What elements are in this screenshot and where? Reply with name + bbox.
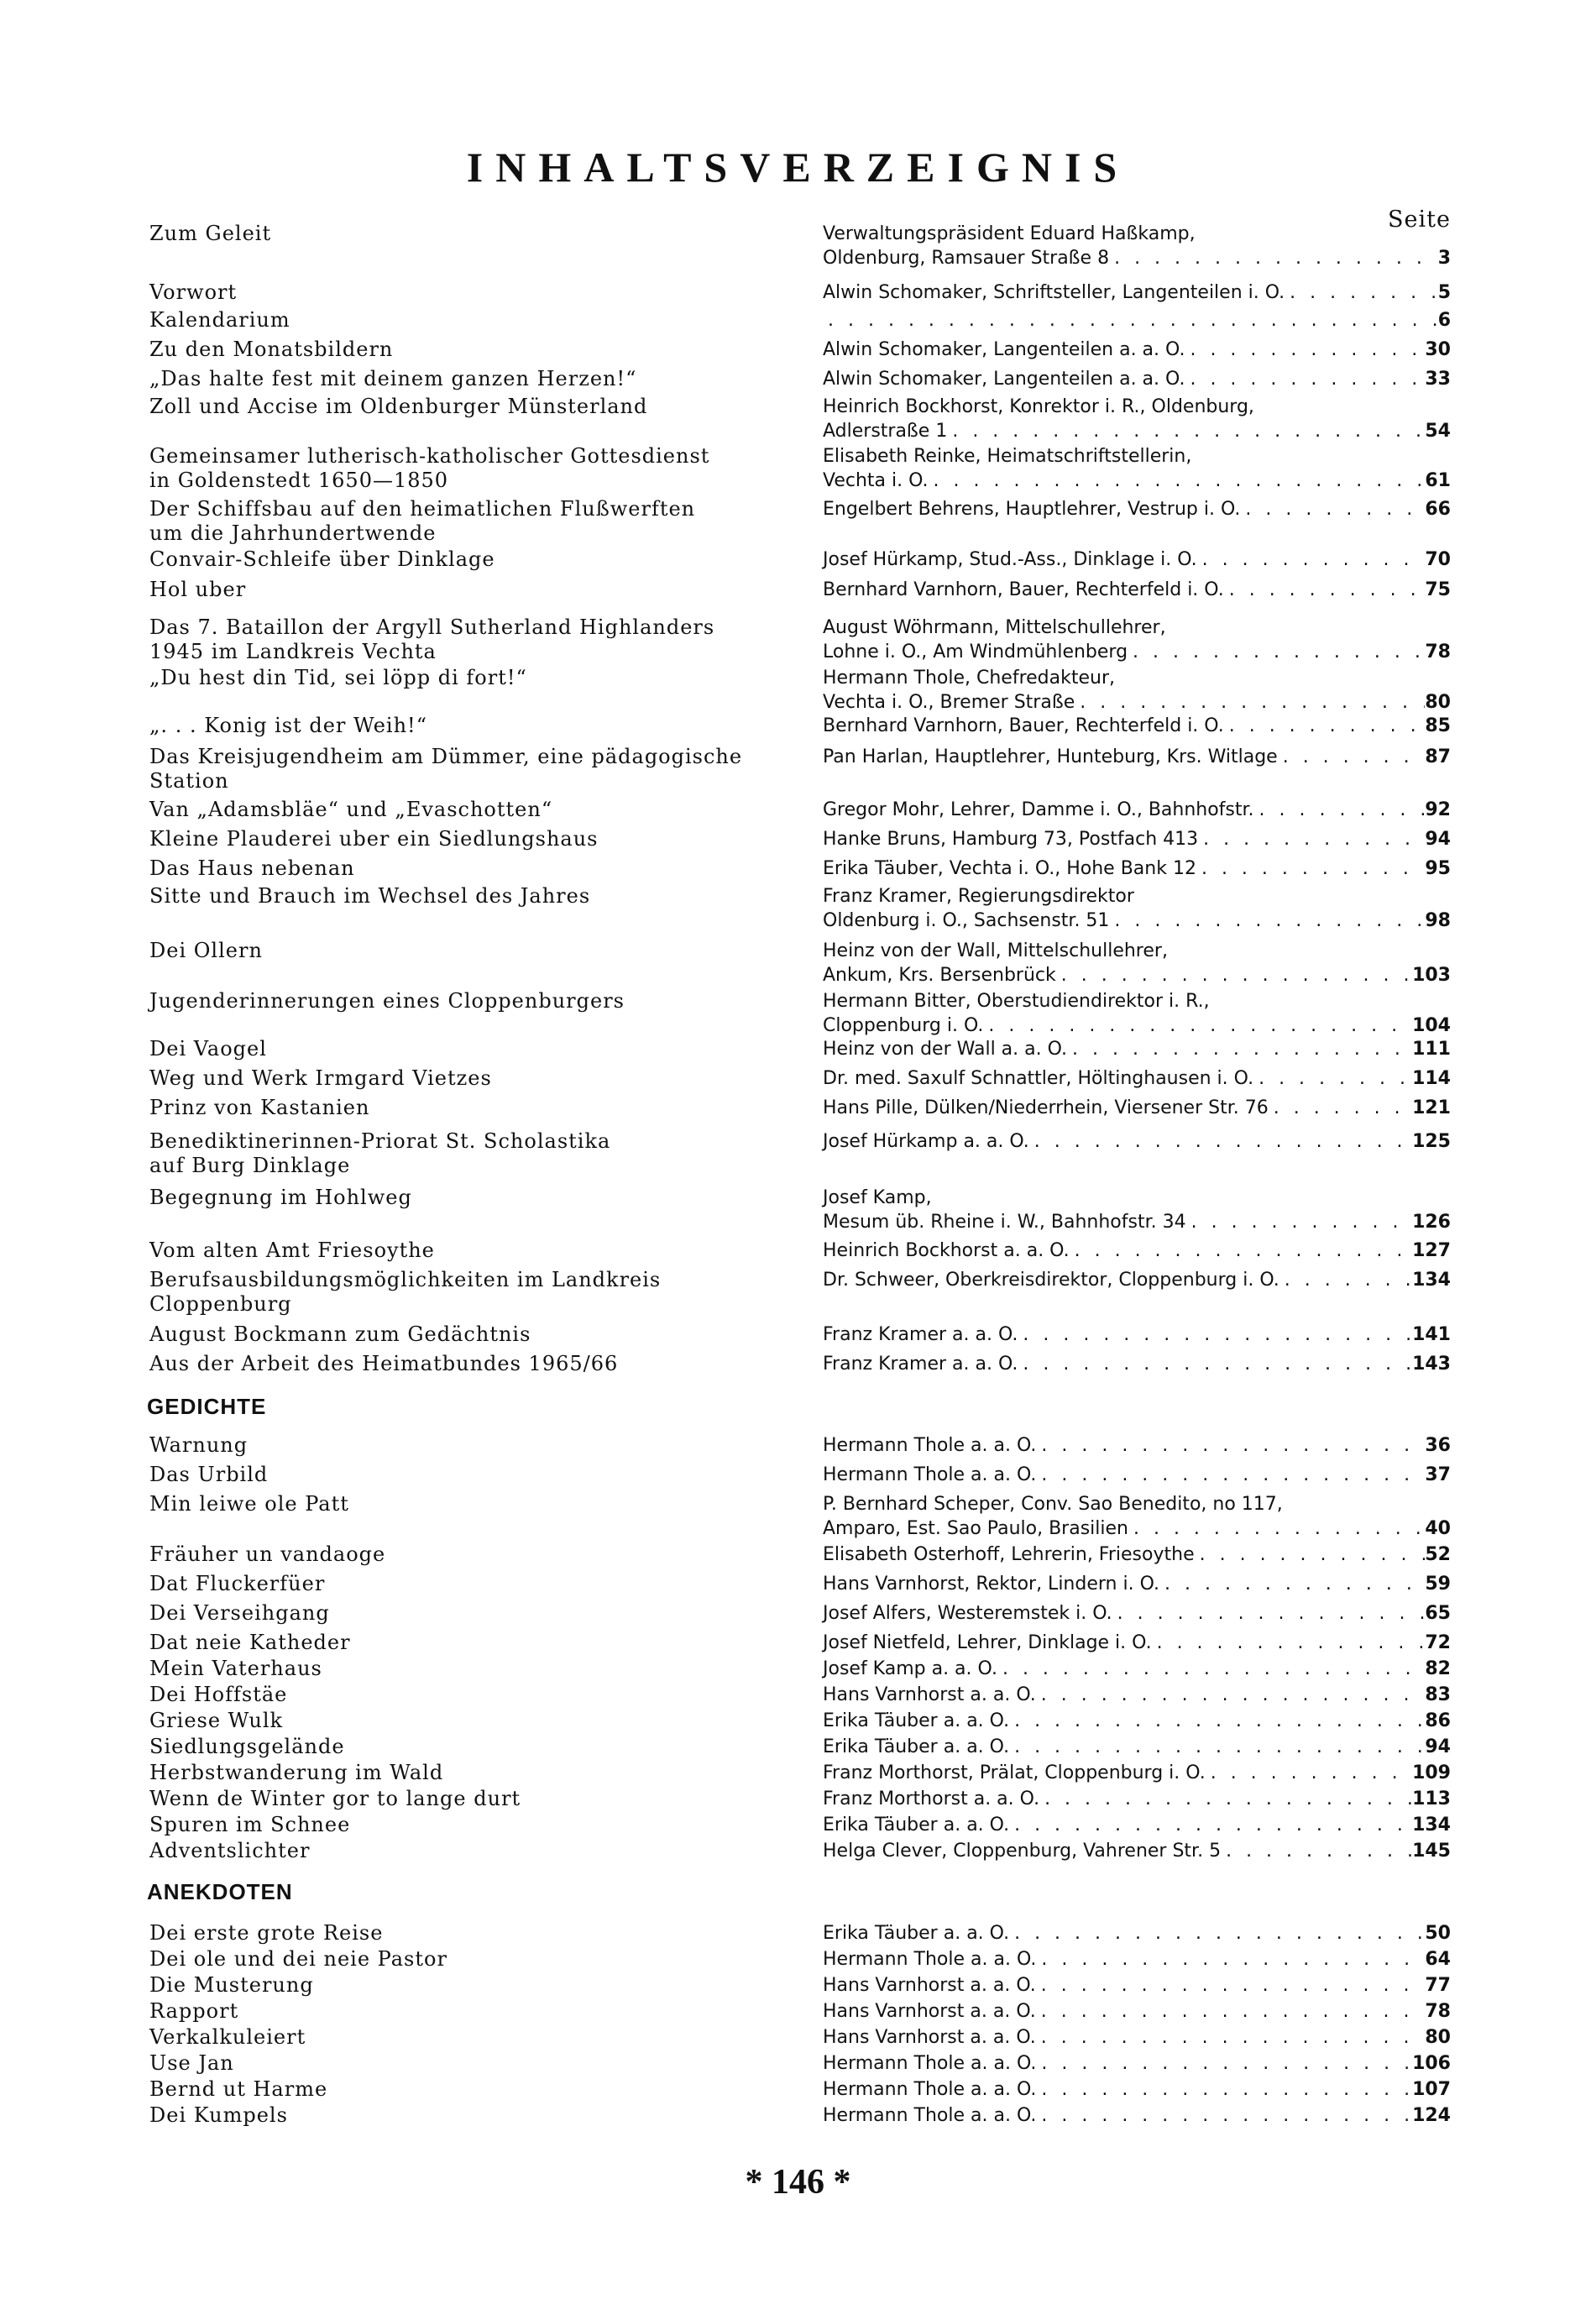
- author-line: Hans Varnhorst, Rektor, Lindern i. O.: [823, 1574, 1159, 1595]
- entry-title: Berufsausbildungsmöglichkeiten im Landkreis Cloppenburg: [149, 1268, 662, 1316]
- entry-author: [823, 1787, 1451, 1811]
- entry-page-number: 125: [1412, 1131, 1451, 1152]
- author-line: Hans Varnhorst a. a. O.: [823, 1975, 1036, 1996]
- dot-leader: [1029, 1129, 1412, 1154]
- entry-title: Weg und Werk Irmgard Vietzes: [149, 1066, 492, 1090]
- entry-title: Adventslichter: [149, 1839, 311, 1862]
- dot-leader: [1159, 1572, 1425, 1596]
- entry-title: Warnung: [149, 1433, 249, 1457]
- entry-author: [823, 222, 1451, 270]
- entry-author: [823, 2025, 1451, 2050]
- entry-author: [823, 1572, 1451, 1596]
- entry-author: [823, 1709, 1451, 1733]
- entry-author: [823, 497, 1451, 521]
- entry-author: [823, 714, 1451, 738]
- dot-leader: [1195, 1542, 1426, 1567]
- entry-page-number: 104: [1412, 1015, 1451, 1036]
- entry-author: [823, 1066, 1451, 1091]
- entry-title: Dei Verseihgang: [149, 1601, 330, 1625]
- entry-title: „. . . Konig ist der Weih!“: [149, 714, 427, 737]
- section-heading-anekdoten: ANEKDOTEN: [147, 1879, 293, 1904]
- entry-page-number: 86: [1425, 1710, 1451, 1731]
- dot-leader: [1221, 1839, 1412, 1863]
- entry-title: Das Kreisjugendheim am Dümmer, eine pädagogische Station: [149, 745, 743, 793]
- author-line: Hermann Thole a. a. O.: [823, 1464, 1037, 1485]
- entry-title: Dei erste grote Reise: [149, 1921, 384, 1945]
- entry-author: [823, 2103, 1451, 2128]
- entry-author: [823, 1683, 1451, 1707]
- entry-author: [823, 1037, 1451, 1061]
- author-line: Franz Morthorst, Prälat, Cloppenburg i. O.: [823, 1762, 1206, 1783]
- dot-leader: [823, 308, 1438, 333]
- author-line: Erika Täuber a. a. O.: [823, 1815, 1010, 1836]
- dot-leader: [1036, 1973, 1426, 1998]
- author-line: Hermann Thole a. a. O.: [823, 2079, 1037, 2100]
- author-line: August Wöhrmann, Mittelschullehrer,: [823, 617, 1166, 638]
- dot-leader: [1109, 246, 1438, 270]
- author-line: Heinz von der Wall a. a. O.: [823, 1039, 1068, 1060]
- author-line: Ankum, Krs. Bersenbrück: [823, 965, 1056, 986]
- entry-title: Benediktinerinnen-Priorat St. Scholastika auf Burg Dinklage: [149, 1129, 611, 1177]
- entry-author: [823, 666, 1451, 715]
- author-line: Hanke Bruns, Hamburg 73, Postfach 413: [823, 829, 1199, 850]
- dot-leader: [1036, 1999, 1426, 2024]
- author-line: Hans Varnhorst a. a. O.: [823, 2027, 1036, 2048]
- author-line: Amparo, Est. Sao Paulo, Brasilien: [823, 1518, 1128, 1539]
- entry-page-number: 80: [1425, 2027, 1451, 2048]
- dot-leader: [1206, 1761, 1412, 1785]
- entry-page-number: 94: [1425, 829, 1451, 850]
- entry-title: Zum Geleit: [149, 222, 272, 245]
- entry-page-number: 61: [1425, 470, 1451, 491]
- entry-author: [823, 827, 1451, 851]
- entry-title: Vorwort: [149, 280, 238, 304]
- entry-page-number: 109: [1412, 1762, 1451, 1783]
- entry-author: [823, 1973, 1451, 1998]
- author-line: Franz Kramer a. a. O.: [823, 1354, 1018, 1375]
- entry-title: Jugenderinnerungen eines Cloppenburgers: [149, 989, 625, 1013]
- dot-leader: [1196, 856, 1425, 881]
- dot-leader: [1036, 2051, 1412, 2076]
- entry-author: [823, 1657, 1451, 1681]
- entry-title: Dei Vaogel: [149, 1037, 267, 1060]
- author-line: Heinrich Bockhorst a. a. O.: [823, 1240, 1070, 1261]
- dot-leader: [1009, 1709, 1425, 1733]
- entry-author: [823, 1096, 1451, 1120]
- dot-leader: [1269, 1096, 1412, 1120]
- entry-author: [823, 1735, 1451, 1759]
- author-line: Pan Harlan, Hauptlehrer, Hunteburg, Krs. Witlage: [823, 746, 1278, 767]
- entry-author: [823, 308, 1451, 333]
- entry-page-number: 95: [1425, 858, 1451, 879]
- entry-title: Das Urbild: [149, 1463, 269, 1486]
- author-line: Franz Kramer, Regierungsdirektor: [823, 886, 1134, 907]
- entry-page-number: 50: [1425, 1923, 1451, 1944]
- entry-author: [823, 1631, 1451, 1655]
- author-line: Vechta i. O., Bremer Straße: [823, 692, 1075, 713]
- dot-leader: [1240, 497, 1425, 521]
- entry-page-number: 111: [1412, 1039, 1451, 1060]
- author-line: Hans Pille, Dülken/Niederrhein, Viersener Str. 76: [823, 1097, 1269, 1118]
- entry-author: [823, 280, 1451, 305]
- entry-title: Dat Fluckerfüer: [149, 1572, 326, 1595]
- entry-page-number: 83: [1425, 1684, 1451, 1705]
- author-line: Josef Alfers, Westeremstek i. O.: [823, 1603, 1112, 1624]
- author-line: Hermann Bitter, Oberstudiendirektor i. R.,: [823, 991, 1210, 1012]
- entry-title: Wenn de Winter gor to lange durt: [149, 1787, 521, 1810]
- entry-page-number: 94: [1425, 1736, 1451, 1757]
- entry-author: [823, 1322, 1451, 1347]
- entry-title: Der Schiffsbau auf den heimatlichen Flußwerften um die Jahrhundertwende: [149, 497, 696, 545]
- entry-page-number: 98: [1425, 910, 1451, 931]
- entry-title: Sitte und Brauch im Wechsel des Jahres: [149, 884, 591, 908]
- dot-leader: [1036, 2025, 1426, 2050]
- entry-page-number: 114: [1412, 1068, 1451, 1089]
- entry-page-number: 3: [1437, 248, 1451, 269]
- author-line: Alwin Schomaker, Langenteilen a. a. O.: [823, 339, 1185, 360]
- author-line: P. Bernhard Scheper, Conv. Sao Benedito, no 117,: [823, 1494, 1283, 1515]
- author-line: Franz Morthorst a. a. O.: [823, 1788, 1040, 1809]
- author-line: Dr. med. Saxulf Schnattler, Höltinghausen i. O.: [823, 1068, 1254, 1089]
- author-line: Hermann Thole a. a. O.: [823, 1435, 1037, 1456]
- entry-author: [823, 1999, 1451, 2024]
- entry-page-number: 82: [1425, 1658, 1451, 1679]
- author-line: Hermann Thole a. a. O.: [823, 2105, 1037, 2126]
- entry-title: Hol uber: [149, 578, 247, 601]
- entry-title: Herbstwanderung im Wald: [149, 1761, 444, 1784]
- entry-title: Die Musterung: [149, 1973, 314, 1997]
- dot-leader: [929, 469, 1426, 493]
- entry-title: Spuren im Schnee: [149, 1813, 351, 1836]
- dot-leader: [1253, 1066, 1412, 1091]
- entry-author: [823, 884, 1451, 933]
- author-line: Engelbert Behrens, Hauptlehrer, Vestrup i. O.: [823, 499, 1241, 520]
- author-line: Alwin Schomaker, Schriftsteller, Langenteilen i. O.: [823, 282, 1285, 303]
- entry-author: [823, 1813, 1451, 1837]
- entry-title: Zu den Monatsbildern: [149, 338, 394, 361]
- author-line: Josef Nietfeld, Lehrer, Dinklage i. O.: [823, 1632, 1152, 1653]
- entry-page-number: 103: [1412, 965, 1451, 986]
- entry-author: [823, 2077, 1451, 2102]
- entry-author: [823, 444, 1451, 493]
- entry-author: [823, 2051, 1451, 2076]
- entry-title: Prinz von Kastanien: [149, 1096, 370, 1119]
- entry-author: [823, 1601, 1451, 1626]
- entry-page-number: 66: [1425, 499, 1451, 520]
- entry-page-number: 40: [1425, 1518, 1451, 1539]
- dot-leader: [1009, 1921, 1425, 1946]
- dot-leader: [1036, 2103, 1412, 2128]
- dot-leader: [1018, 1322, 1412, 1347]
- author-line: Josef Kamp,: [823, 1187, 932, 1208]
- dot-leader: [1036, 2077, 1412, 2102]
- entry-page-number: 126: [1412, 1212, 1451, 1233]
- entry-title: Dei Hoffstäe: [149, 1683, 288, 1706]
- dot-leader: [997, 1657, 1425, 1681]
- dot-leader: [1185, 338, 1425, 362]
- entry-title: Dei Ollern: [149, 939, 263, 962]
- author-line: Gregor Mohr, Lehrer, Damme i. O., Bahnhofstr.: [823, 799, 1254, 820]
- entry-title: Das Haus nebenan: [149, 856, 355, 880]
- entry-page-number: 33: [1425, 369, 1451, 390]
- entry-page-number: 52: [1425, 1544, 1451, 1565]
- dot-leader: [1278, 745, 1426, 769]
- entry-title: Van „Adamsbläe“ und „Evaschotten“: [149, 798, 553, 821]
- entry-page-number: 59: [1425, 1574, 1451, 1595]
- author-line: Franz Kramer a. a. O.: [823, 1324, 1018, 1345]
- author-line: Heinrich Bockhorst, Konrektor i. R., Oldenburg,: [823, 396, 1254, 417]
- dot-leader: [1109, 909, 1425, 933]
- author-line: Josef Kamp a. a. O.: [823, 1658, 997, 1679]
- entry-page-number: 134: [1412, 1270, 1451, 1291]
- dot-leader: [1197, 547, 1426, 572]
- dot-leader: [1036, 1683, 1426, 1707]
- author-line: Helga Clever, Cloppenburg, Vahrener Str. 5: [823, 1841, 1222, 1862]
- author-line: Bernhard Varnhorn, Bauer, Rechterfeld i. O.: [823, 715, 1224, 736]
- entry-page-number: 134: [1412, 1815, 1451, 1836]
- page-number: * 146 *: [745, 2163, 851, 2202]
- dot-leader: [1009, 1735, 1425, 1759]
- dot-leader: [1254, 798, 1426, 822]
- entry-author: [823, 1352, 1451, 1376]
- author-line: Hermann Thole, Chefredakteur,: [823, 668, 1116, 689]
- dot-leader: [1075, 690, 1425, 715]
- entry-page-number: 70: [1425, 549, 1451, 570]
- author-line: Erika Täuber a. a. O.: [823, 1736, 1010, 1757]
- entry-page-number: 72: [1425, 1632, 1451, 1653]
- dot-leader: [1039, 1787, 1412, 1811]
- entry-author: [823, 1947, 1451, 1972]
- entry-page-number: 65: [1425, 1603, 1451, 1624]
- entry-page-number: 121: [1412, 1097, 1451, 1118]
- entry-title: Mein Vaterhaus: [149, 1657, 322, 1680]
- entry-page-number: 78: [1425, 2001, 1451, 2022]
- dot-leader: [1009, 1813, 1412, 1837]
- entry-page-number: 64: [1425, 1949, 1451, 1970]
- entry-page-number: 106: [1412, 2053, 1451, 2074]
- entry-author: [823, 856, 1451, 881]
- dot-leader: [1036, 1433, 1425, 1458]
- dot-leader: [1056, 963, 1412, 987]
- entry-title: Dat neie Katheder: [149, 1631, 351, 1654]
- author-line: Josef Hürkamp, Stud.-Ass., Dinklage i. O.: [823, 549, 1197, 570]
- entry-page-number: 145: [1412, 1841, 1451, 1862]
- entry-page-number: 124: [1412, 2105, 1451, 2126]
- dot-leader: [1036, 1947, 1425, 1972]
- author-line: Elisabeth Osterhoff, Lehrerin, Friesoythe: [823, 1544, 1195, 1565]
- entry-title: Griese Wulk: [149, 1709, 284, 1732]
- dot-leader: [1224, 714, 1426, 738]
- entry-page-number: 75: [1425, 579, 1451, 600]
- entry-title: Kalendarium: [149, 308, 290, 332]
- entry-title: Rapport: [149, 1999, 239, 2023]
- author-line: Dr. Schweer, Oberkreisdirektor, Cloppenburg i. O.: [823, 1270, 1279, 1291]
- entry-title: Zoll und Accise im Oldenburger Münsterland: [149, 395, 648, 418]
- entry-title: Fräuher un vandaoge: [149, 1542, 386, 1566]
- entry-title: Use Jan: [149, 2051, 234, 2075]
- entry-author: [823, 395, 1451, 443]
- author-line: Oldenburg i. O., Sachsenstr. 51: [823, 910, 1110, 931]
- dot-leader: [983, 1013, 1412, 1038]
- entry-author: [823, 1239, 1451, 1263]
- entry-page-number: 37: [1425, 1464, 1451, 1485]
- author-line: Adlerstraße 1: [823, 421, 948, 442]
- entry-page-number: 107: [1412, 2079, 1451, 2100]
- entry-author: [823, 1268, 1451, 1292]
- entry-author: [823, 989, 1451, 1038]
- entry-page-number: 113: [1412, 1788, 1451, 1809]
- entry-author: [823, 1542, 1451, 1567]
- entry-page-number: 78: [1425, 642, 1451, 662]
- entry-title: Bernd ut Harme: [149, 2077, 328, 2101]
- dot-leader: [1198, 827, 1425, 851]
- author-line: Mesum üb. Rheine i. W., Bahnhofstr. 34: [823, 1212, 1186, 1233]
- entry-author: [823, 1186, 1451, 1234]
- entry-author: [823, 1921, 1451, 1946]
- author-line: Vechta i. O.: [823, 470, 929, 491]
- entry-title: Dei ole und dei neie Pastor: [149, 1947, 447, 1971]
- entry-title: Vom alten Amt Friesoythe: [149, 1239, 435, 1262]
- entry-page-number: 85: [1425, 715, 1451, 736]
- entry-author: [823, 615, 1451, 664]
- entry-author: [823, 1129, 1451, 1154]
- dot-leader: [1285, 280, 1438, 305]
- entry-author: [823, 1433, 1451, 1458]
- entry-page-number: 36: [1425, 1435, 1451, 1456]
- author-line: Alwin Schomaker, Langenteilen a. a. O.: [823, 369, 1185, 390]
- author-line: Bernhard Varnhorn, Bauer, Rechterfeld i. O.: [823, 579, 1224, 600]
- dot-leader: [1185, 367, 1425, 391]
- entry-page-number: 143: [1412, 1354, 1451, 1375]
- author-line: Hermann Thole a. a. O.: [823, 1949, 1037, 1970]
- entry-page-number: 87: [1425, 746, 1451, 767]
- entry-title: „Du hest din Tid, sei löpp di fort!“: [149, 666, 527, 689]
- dot-leader: [1018, 1352, 1412, 1376]
- author-line: Heinz von der Wall, Mittelschullehrer,: [823, 940, 1168, 961]
- entry-title: Aus der Arbeit des Heimatbundes 1965/66: [149, 1352, 619, 1375]
- entry-author: [823, 1761, 1451, 1785]
- page-column-label: Seite: [1388, 207, 1451, 233]
- author-line: Hermann Thole a. a. O.: [823, 2053, 1037, 2074]
- entry-page-number: 92: [1425, 799, 1451, 820]
- entry-author: [823, 1463, 1451, 1487]
- entry-author: [823, 578, 1451, 602]
- entry-author: [823, 367, 1451, 391]
- dot-leader: [1128, 1516, 1425, 1541]
- entry-page-number: 6: [1437, 310, 1451, 331]
- author-line: Elisabeth Reinke, Heimatschriftstellerin,: [823, 446, 1192, 467]
- entry-author: [823, 745, 1451, 769]
- entry-title: Siedlungsgelände: [149, 1735, 345, 1758]
- dot-leader: [1152, 1631, 1426, 1655]
- entry-title: Dei Kumpels: [149, 2103, 288, 2127]
- author-line: Lohne i. O., Am Windmühlenberg: [823, 642, 1128, 662]
- entry-title: Convair-Schleife über Dinklage: [149, 547, 495, 571]
- entry-page-number: 5: [1437, 282, 1451, 303]
- dot-leader: [1070, 1239, 1412, 1263]
- entry-author: [823, 338, 1451, 362]
- entry-page-number: 141: [1412, 1324, 1451, 1345]
- author-line: Oldenburg, Ramsauer Straße 8: [823, 248, 1110, 269]
- entry-page-number: 80: [1425, 692, 1451, 713]
- dot-leader: [1224, 578, 1426, 602]
- entry-title: Gemeinsamer lutherisch-katholischer Gottesdienst in Goldenstedt 1650—1850: [149, 444, 710, 492]
- author-line: Erika Täuber a. a. O.: [823, 1923, 1010, 1944]
- author-line: Cloppenburg i. O.: [823, 1015, 984, 1036]
- author-line: Hans Varnhorst a. a. O.: [823, 1684, 1036, 1705]
- entry-title: August Bockmann zum Gedächtnis: [149, 1322, 531, 1346]
- dot-leader: [1067, 1037, 1412, 1061]
- author-line: Erika Täuber a. a. O.: [823, 1710, 1010, 1731]
- author-line: Hans Varnhorst a. a. O.: [823, 2001, 1036, 2022]
- entry-title: Das 7. Bataillon der Argyll Sutherland Highlanders 1945 im Landkreis Vechta: [149, 615, 715, 663]
- entry-page-number: 30: [1425, 339, 1451, 360]
- page-title: INHALTSVERZEIGNIS: [466, 144, 1130, 191]
- dot-leader: [1186, 1210, 1412, 1234]
- author-line: Verwaltungspräsident Eduard Haßkamp,: [823, 223, 1196, 244]
- entry-title: Begegnung im Hohlweg: [149, 1186, 412, 1209]
- entry-page-number: 54: [1425, 421, 1451, 442]
- dot-leader: [1112, 1601, 1426, 1626]
- dot-leader: [947, 419, 1425, 443]
- entry-title: Verkalkuleiert: [149, 2025, 306, 2049]
- entry-title: Min leiwe ole Patt: [149, 1492, 349, 1516]
- author-line: Erika Täuber, Vechta i. O., Hohe Bank 12: [823, 858, 1196, 879]
- entry-page-number: 77: [1425, 1975, 1451, 1996]
- section-heading-gedichte: GEDICHTE: [147, 1394, 267, 1419]
- entry-page-number: 127: [1412, 1240, 1451, 1261]
- entry-author: [823, 547, 1451, 572]
- entry-title: „Das halte fest mit deinem ganzen Herzen!“: [149, 367, 637, 390]
- entry-title: Kleine Plauderei uber ein Siedlungshaus: [149, 827, 599, 851]
- dot-leader: [1279, 1268, 1412, 1292]
- entry-author: [823, 1839, 1451, 1863]
- author-line: Josef Hürkamp a. a. O.: [823, 1131, 1029, 1152]
- entry-author: [823, 939, 1451, 987]
- dot-leader: [1036, 1463, 1425, 1487]
- dot-leader: [1128, 640, 1425, 664]
- entry-author: [823, 1492, 1451, 1541]
- entry-author: [823, 798, 1451, 822]
